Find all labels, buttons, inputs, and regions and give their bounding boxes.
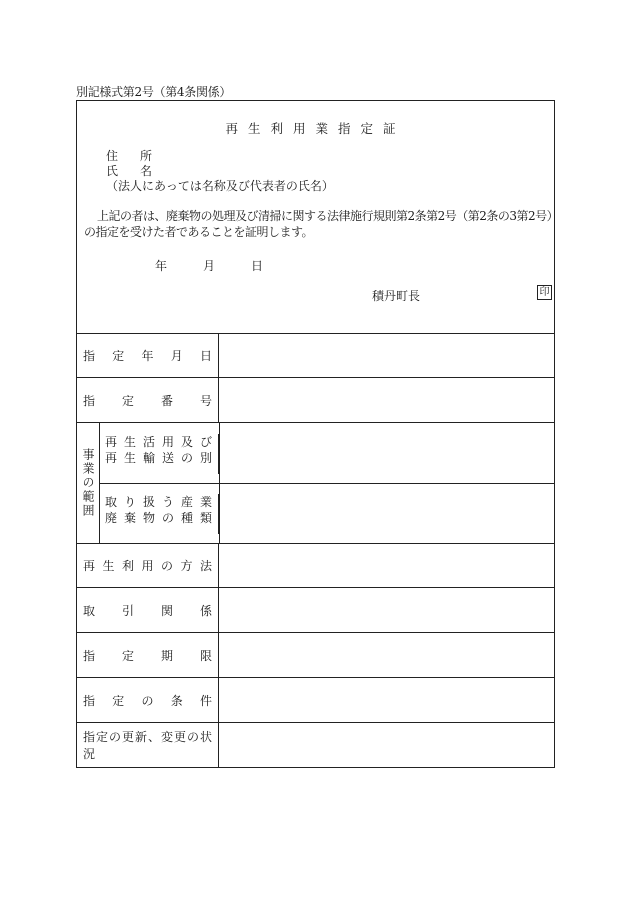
table-row [77, 543, 554, 588]
certificate-title: 再生利用業指定証 [225, 121, 406, 136]
seal-stamp: 印 [537, 285, 552, 300]
table-row [77, 678, 554, 723]
designation-number-label: 指定番号 [83, 393, 212, 408]
certification-statement: 上記の者は、廃棄物の処理及び清掃に関する法律施行規則第2条第2号（第2条の3第2号）の指定を受けた者であることを証明します。 [84, 209, 553, 239]
name-label: 氏名 [106, 164, 175, 178]
conditions-label: 指定の条件 [83, 693, 212, 708]
designation-date-label: 指定年月日 [83, 348, 212, 363]
renewal-status-label: 指定の更新、変更の状況 [83, 730, 212, 761]
issuer: 積丹町長 [372, 289, 421, 303]
waste-type-label: 取り扱う産業 廃棄物の種類 [99, 494, 219, 534]
recycling-method-label: 再生利用の方法 [83, 558, 212, 573]
address-label: 住所 [106, 149, 175, 163]
business-relations-label: 取引関係 [83, 603, 212, 618]
date-day: 日 [251, 259, 264, 273]
table-row [77, 333, 554, 378]
validity-period-label: 指定期限 [83, 648, 212, 663]
name-note: （法人にあっては名称及び代表者の氏名） [106, 179, 334, 193]
recycling-type-label: 再生活用及び 再生輸送の別 [99, 434, 219, 474]
holder-info [106, 149, 334, 194]
business-scope-section [77, 423, 554, 544]
certificate-header [77, 101, 554, 334]
business-scope-label: 事業の範囲 [77, 423, 100, 543]
table-row [77, 723, 554, 767]
date-year: 年 [155, 259, 168, 273]
table-row [77, 633, 554, 678]
date-month: 月 [203, 259, 216, 273]
table-row [77, 588, 554, 633]
certificate-form [76, 100, 555, 768]
table-row [77, 378, 554, 423]
form-reference: 別記様式第2号（第4条関係） [76, 85, 232, 99]
